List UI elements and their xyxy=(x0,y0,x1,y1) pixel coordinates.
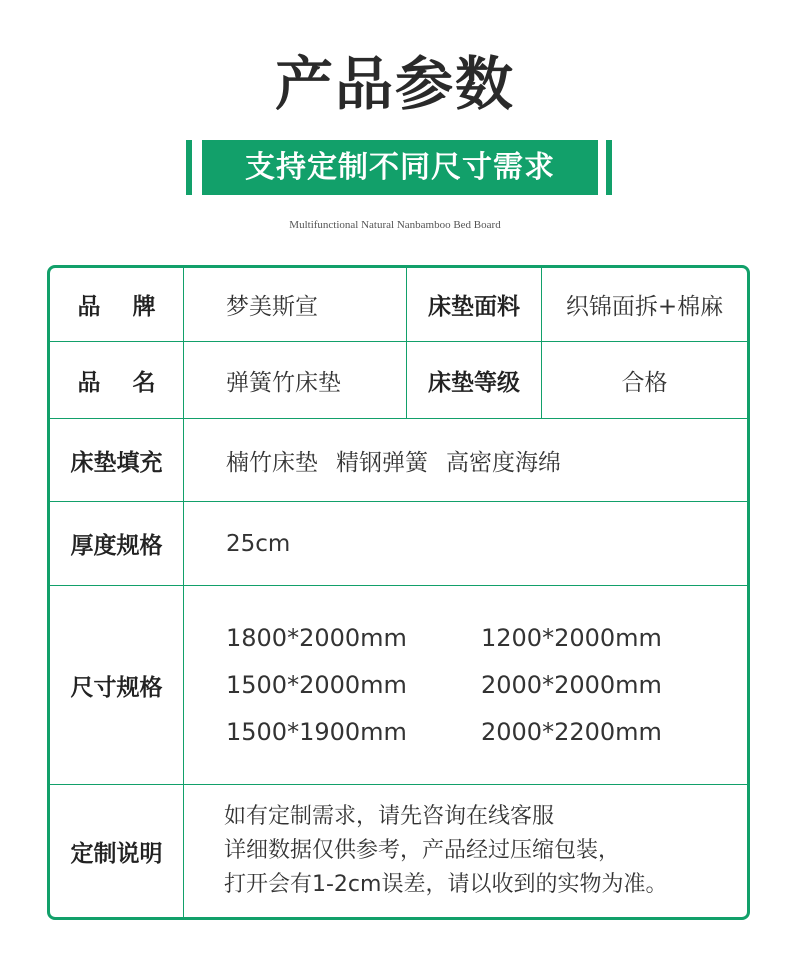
brand-label: 品 牌 xyxy=(77,294,168,320)
table-row-name xyxy=(50,341,747,418)
banner-bar-right xyxy=(606,140,612,195)
custom-note-line: 详细数据仅供参考，产品经过压缩包装， xyxy=(224,838,621,863)
size-grid xyxy=(226,623,701,747)
thickness-value: 25cm xyxy=(183,502,747,585)
custom-size-banner: 支持定制不同尺寸需求 xyxy=(202,140,598,195)
banner-bar-left xyxy=(186,140,192,195)
size-label: 尺寸规格 xyxy=(70,674,163,701)
table-row-sizes xyxy=(50,585,747,784)
name-label: 品 名 xyxy=(77,369,168,396)
size-values xyxy=(183,586,747,784)
material-label: 床垫面料 xyxy=(406,268,541,341)
size-item: 2000*2200mm xyxy=(481,718,662,746)
fill-item: 高密度海绵 xyxy=(446,449,561,476)
fill-label: 床垫填充 xyxy=(70,449,163,476)
brand-value: 梦美斯宣 xyxy=(183,268,406,341)
table-row-fill xyxy=(50,418,747,501)
grade-value: 合格 xyxy=(541,342,747,418)
name-value: 弹簧竹床垫 xyxy=(183,342,406,418)
custom-notes-cell xyxy=(183,785,747,917)
size-item: 1500*1900mm xyxy=(226,718,407,746)
grade-label: 床垫等级 xyxy=(406,342,541,418)
material-value: 织锦面拆+棉麻 xyxy=(541,268,747,341)
english-subtitle: Multifunctional Natural Nanbamboo Bed Board xyxy=(289,219,501,231)
page-title: 产品参数 xyxy=(274,50,515,118)
params-table xyxy=(47,265,750,920)
custom-notes xyxy=(184,800,667,902)
fill-item: 精钢弹簧 xyxy=(336,449,428,476)
thickness-label: 厚度规格 xyxy=(70,533,163,559)
table-row-brand xyxy=(50,268,747,341)
table-row-thickness xyxy=(50,501,747,585)
custom-note-line: 如有定制需求，请先咨询在线客服 xyxy=(224,804,555,829)
size-item: 1200*2000mm xyxy=(481,624,662,652)
size-item: 1800*2000mm xyxy=(226,624,407,652)
size-item: 1500*2000mm xyxy=(226,671,407,699)
custom-label: 定制说明 xyxy=(70,840,163,867)
size-item: 2000*2000mm xyxy=(481,671,662,699)
table-row-custom xyxy=(50,784,747,917)
fill-value xyxy=(183,419,747,501)
fill-item: 楠竹床垫 xyxy=(226,449,318,476)
custom-note-line: 打开会有1-2cm误差，请以收到的实物为准。 xyxy=(224,872,668,897)
